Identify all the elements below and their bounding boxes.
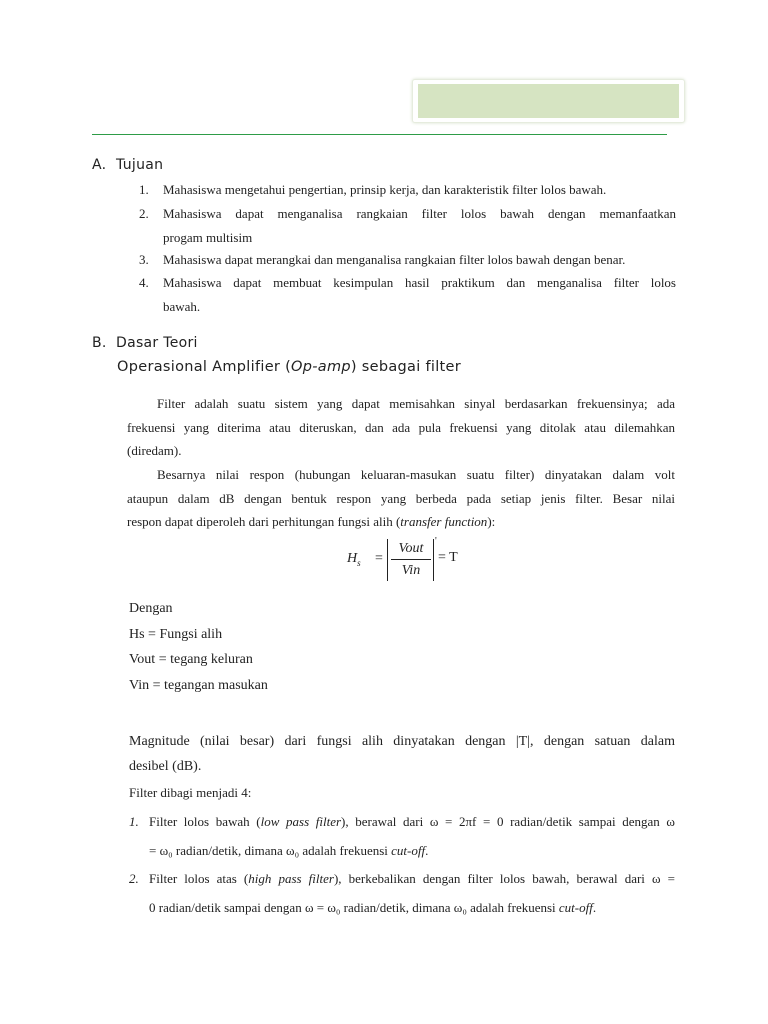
section-a-heading: [92, 157, 163, 173]
subsection-title: Operasional Amplifier (Op-amp) sebagai filter: [117, 359, 462, 375]
objective-item-1: [139, 178, 676, 202]
section-b-title: Dasar Teori: [116, 335, 198, 351]
header-rule-left: [92, 134, 410, 135]
definitions-list: Dengan Hs = Fungsi alih Vout = tegang keluran Vin = tegangan masukan: [129, 601, 268, 693]
formula-lhs: $H_s$: [347, 551, 361, 568]
paragraph-magnitude: Magnitude (nilai besar) dari fungsi alih dinyatakan dengan |T|, dengan satuan dalam desibel (dB).: [129, 734, 675, 774]
objective-number: 2.: [139, 206, 149, 221]
header-rule-right: [408, 134, 667, 135]
objective-text: Mahasiswa dapat membuat kesimpulan hasil praktikum dan menganalisa filter lolos bawah.: [163, 275, 676, 314]
objective-number: 3.: [139, 252, 149, 267]
section-a-number: A.: [92, 157, 107, 173]
objective-text: Mahasiswa mengetahui pengertian, prinsip kerja, dan karakteristik filter lolos bawah.: [163, 182, 607, 197]
section-b-number: B.: [92, 335, 107, 351]
abs-bar-left: [387, 539, 388, 581]
objective-item-2: [139, 202, 676, 250]
header-title-fill: [418, 84, 679, 118]
objective-number: 4.: [139, 275, 149, 290]
filter-item-2: 2. Filter lolos atas (high pass filter), berkebalikan dengan filter lolos bawah, berawal dari ω = 0 radian/detik sampai dengan ω = ω₀ radian/detik, dimana ω₀ adalah frekuensi cut-off.: [129, 871, 675, 915]
objective-number: 1.: [139, 182, 149, 197]
header-title-box: [412, 79, 685, 123]
paragraph-response: Besarnya nilai respon (hubungan keluaran-masukan suatu filter) dinyatakan dalam volt ataupun dalam dB dengan bentuk respon yang berbeda pada setiap jenis filter. Besar nilai respon dapat diperoleh dari perhitungan fungsi alih (transfer function):: [127, 467, 675, 529]
paragraph-filter-definition: Filter adalah suatu sistem yang dapat memisahkan sinyal berdasarkan frekuensinya; ada frekuensi yang diterima atau diteruskan, dan ada pula frekuensi yang ditolak atau dilemahkan (diredam).: [127, 396, 675, 458]
section-b-heading: [92, 335, 198, 351]
objective-item-3: [139, 248, 676, 272]
section-a-title: Tujuan: [116, 157, 164, 173]
abs-bar-right: [433, 539, 434, 581]
objective-text: Mahasiswa dapat merangkai dan menganalisa rangkaian filter lolos bawah dengan benar.: [163, 252, 626, 267]
filter-intro: Filter dibagi menjadi 4:: [129, 785, 252, 800]
filter-item-1: 1. Filter lolos bawah (low pass filter), berawal dari ω = 2πf = 0 radian/detik sampai dengan ω = ω₀ radian/detik, dimana ω₀ adalah frekuensi cut-off.: [129, 814, 675, 858]
objective-text: Mahasiswa dapat menganalisa rangkaian filter lolos bawah dengan memanfaatkan progam multisim: [163, 206, 676, 245]
formula-fraction: Vout Vin: [391, 539, 431, 580]
objective-item-4: [139, 271, 676, 319]
